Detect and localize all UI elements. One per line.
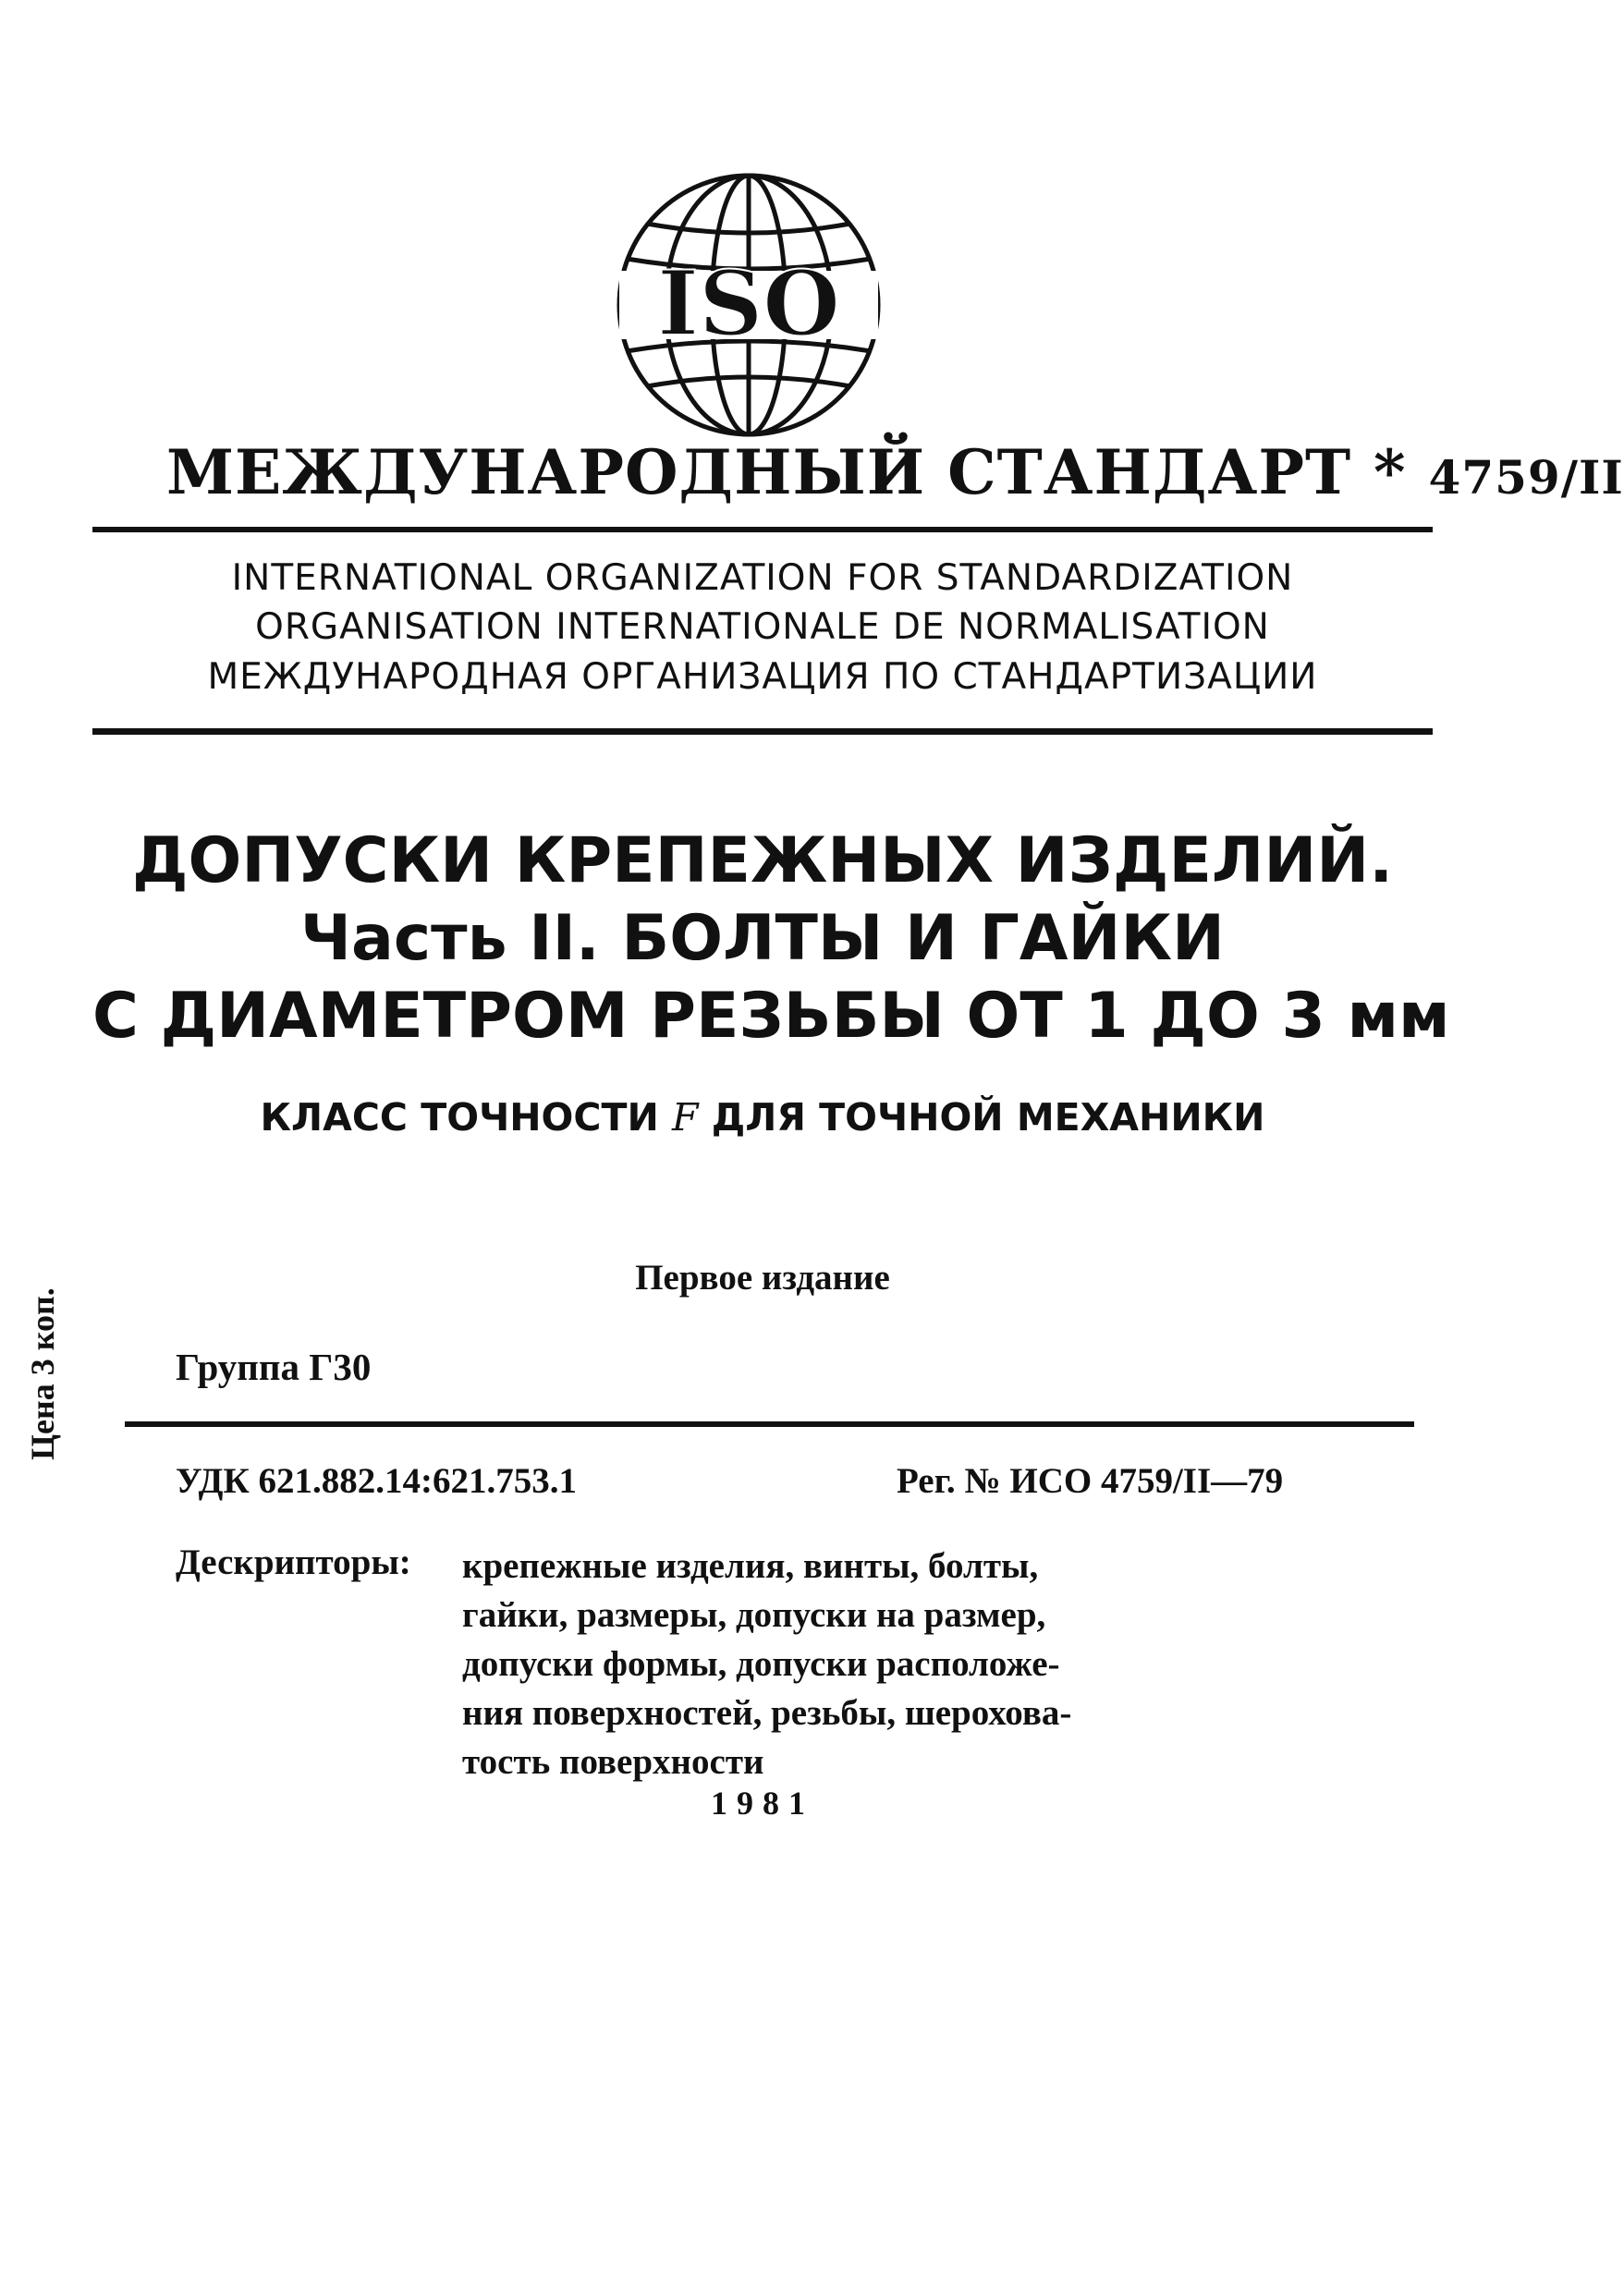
divider-top [92, 527, 1433, 532]
registration-number: Рег. № ИСО 4759/II—79 [897, 1461, 1284, 1501]
subtitle-class-letter: F [672, 1095, 699, 1140]
document-title-line-3: С ДИАМЕТРОМ РЕЗЬБЫ ОТ 1 ДО 3 мм [92, 980, 1450, 1053]
subtitle-text-before: КЛАСС ТОЧНОСТИ [260, 1095, 673, 1140]
document-title-line-2: Часть II. БОЛТЫ И ГАЙКИ [300, 902, 1225, 975]
publication-year: 1981 [711, 1785, 814, 1822]
descriptor-line: крепежные изделия, винты, болты, [462, 1546, 1039, 1586]
subtitle-text-after: ДЛЯ ТОЧНОЙ МЕХАНИКИ [698, 1095, 1265, 1140]
descriptor-line: допуски формы, допуски расположе- [462, 1644, 1060, 1684]
descriptor-line: ния поверхностей, резьбы, шерохова- [462, 1693, 1072, 1733]
divider-bottom [125, 1421, 1414, 1427]
descriptors-label: Дескрипторы: [176, 1542, 411, 1582]
document-title-line-1: ДОПУСКИ КРЕПЕЖНЫХ ИЗДЕЛИЙ. [131, 824, 1394, 897]
svg-text:ISO: ISO [657, 251, 840, 356]
standard-number: 4759/II [1428, 450, 1624, 505]
iso-globe-logo [610, 166, 887, 444]
descriptors-list [462, 1542, 1294, 1786]
standard-label: МЕЖДУНАРОДНЫЙ СТАНДАРТ [166, 436, 1352, 508]
descriptor-line: гайки, размеры, допуски на размер, [462, 1595, 1046, 1635]
standard-star: * [1374, 436, 1407, 508]
document-subtitle [92, 1095, 1433, 1140]
udk-code: УДК 621.882.14:621.753.1 [176, 1461, 578, 1501]
edition-label: Первое издание [635, 1258, 890, 1298]
org-name-fr: ORGANISATION INTERNATIONALE DE NORMALISATION [255, 606, 1270, 648]
group-label: Группа Г30 [176, 1346, 372, 1388]
standard-heading [166, 436, 1624, 508]
descriptor-line: тость поверхности [462, 1742, 764, 1782]
price-label: Цена 3 коп. [24, 1287, 61, 1460]
org-name-en: INTERNATIONAL ORGANIZATION FOR STANDARDIZATION [231, 557, 1294, 599]
org-name-ru: МЕЖДУНАРОДНАЯ ОРГАНИЗАЦИЯ ПО СТАНДАРТИЗАЦИИ [207, 656, 1318, 698]
divider-middle [92, 728, 1433, 735]
